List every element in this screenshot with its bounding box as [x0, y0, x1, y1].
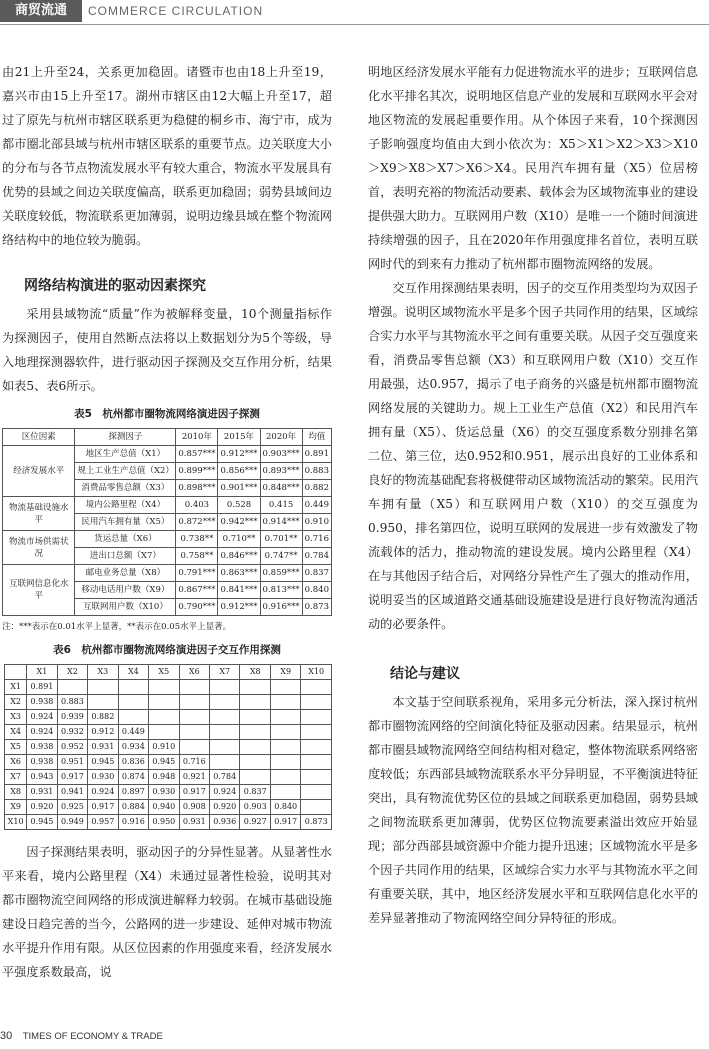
table6-row-label: X4 — [5, 725, 27, 740]
table6-value-cell: 0.840 — [270, 800, 300, 815]
table-row — [5, 740, 332, 755]
table5-caption: 表5 杭州都市圈物流网络演进因子探测 — [74, 408, 260, 420]
table-row — [5, 755, 332, 770]
table6-empty-cell — [270, 710, 300, 725]
table5-value-cell: 0.784 — [302, 548, 331, 565]
table5-value-cell: 0.701** — [260, 531, 302, 548]
table6-empty-cell — [210, 755, 240, 770]
table6-empty-cell — [301, 680, 332, 695]
table6-value-cell: 0.940 — [149, 800, 179, 815]
table6-value-cell: 0.924 — [27, 710, 57, 725]
table6-empty-cell — [240, 770, 270, 785]
table5-header-cell: 区位因素 — [3, 429, 75, 446]
table-row — [5, 695, 332, 710]
table6-value-cell: 0.836 — [118, 755, 148, 770]
table6-value-cell: 0.950 — [149, 815, 179, 830]
table6-empty-cell — [149, 695, 179, 710]
table6-value-cell: 0.927 — [240, 815, 270, 830]
table6-empty-cell — [179, 710, 209, 725]
table6-value-cell: 0.891 — [27, 680, 57, 695]
table6-empty-cell — [301, 755, 332, 770]
table6-value-cell: 0.449 — [118, 725, 148, 740]
table6-empty-cell — [301, 725, 332, 740]
page-footer — [0, 1030, 163, 1048]
table6-value-cell: 0.882 — [88, 710, 118, 725]
table6-value-cell: 0.931 — [27, 785, 57, 800]
table6-empty-cell — [270, 725, 300, 740]
page-number: 30 — [0, 1030, 13, 1042]
table6-value-cell: 0.943 — [27, 770, 57, 785]
table6-empty-cell — [210, 710, 240, 725]
table6-empty-cell — [118, 680, 148, 695]
header-section-label: 商贸流通 — [0, 0, 82, 22]
left-column — [2, 60, 332, 984]
table5-value-cell: 0.882 — [302, 480, 331, 497]
table6-header-cell: X7 — [210, 665, 240, 680]
table5-value-cell: 0.791*** — [176, 565, 218, 582]
table5-value-cell: 0.912*** — [218, 599, 260, 616]
table6-empty-cell — [240, 710, 270, 725]
table5-group-cell: 物流市场供需状况 — [3, 531, 75, 565]
table5-group-cell: 物流基础设施水平 — [3, 497, 75, 531]
table5-value-cell: 0.837 — [302, 565, 331, 582]
table6-empty-cell — [301, 785, 332, 800]
paragraph: 采用县域物流“质量”作为被解释变量，10个测量指标作为探测因子，使用自然断点法将以上数据划分为5个等级，导入地理探测器软件，进行驱动因子探测及交互作用分析，结果如表5、表6所示。 — [2, 307, 332, 393]
table6-empty-cell — [270, 680, 300, 695]
table6-empty-cell — [240, 695, 270, 710]
table-row — [5, 770, 332, 785]
table6-header-cell: X2 — [57, 665, 87, 680]
table6-header-cell: X8 — [240, 665, 270, 680]
table5-factor-cell: 地区生产总值（X1） — [75, 446, 176, 463]
table5-header-cell: 均值 — [302, 429, 331, 446]
table5-value-cell: 0.840 — [302, 582, 331, 599]
table6-empty-cell — [118, 710, 148, 725]
table6-value-cell: 0.931 — [179, 815, 209, 830]
table6-value-cell: 0.924 — [210, 785, 240, 800]
table6-value-cell: 0.874 — [118, 770, 148, 785]
table-row — [3, 565, 332, 582]
table6-row-label: X9 — [5, 800, 27, 815]
section-heading: 结论与建议 — [390, 666, 460, 682]
table6-value-cell: 0.784 — [210, 770, 240, 785]
table5-factor-cell: 货运总量（X6） — [75, 531, 176, 548]
table6-empty-cell — [118, 695, 148, 710]
table6-empty-cell — [179, 680, 209, 695]
table6-header-cell: X10 — [301, 665, 332, 680]
table5-value-cell: 0.942*** — [218, 514, 260, 531]
table6-value-cell: 0.884 — [118, 800, 148, 815]
table5-header-cell: 2020年 — [260, 429, 302, 446]
table6-row-label: X10 — [5, 815, 27, 830]
table6-empty-cell — [301, 740, 332, 755]
table6-value-cell: 0.945 — [27, 815, 57, 830]
table5-header-cell: 2010年 — [176, 429, 218, 446]
table5-factor-cell: 邮电业务总量（X8） — [75, 565, 176, 582]
table6-row-label: X6 — [5, 755, 27, 770]
table5-value-cell: 0.528 — [218, 497, 260, 514]
table5-value-cell: 0.899*** — [176, 463, 218, 480]
table6-empty-cell — [179, 695, 209, 710]
table6-empty-cell — [179, 740, 209, 755]
table5-value-cell: 0.738** — [176, 531, 218, 548]
table5-factor-cell: 规上工业生产总值（X2） — [75, 463, 176, 480]
table5-value-cell: 0.859*** — [260, 565, 302, 582]
table6-empty-cell — [301, 695, 332, 710]
table-row — [5, 785, 332, 800]
table6-value-cell: 0.917 — [270, 815, 300, 830]
table-row — [5, 710, 332, 725]
table5-group-cell: 经济发展水平 — [3, 446, 75, 497]
table6-empty-cell — [210, 695, 240, 710]
table5-value-cell: 0.867*** — [176, 582, 218, 599]
table6-empty-cell — [240, 725, 270, 740]
table6-value-cell: 0.934 — [118, 740, 148, 755]
table6-header-cell: X9 — [270, 665, 300, 680]
table5-value-cell: 0.891 — [302, 446, 331, 463]
table6-row-label: X5 — [5, 740, 27, 755]
table6-value-cell: 0.936 — [210, 815, 240, 830]
table-row — [5, 680, 332, 695]
table6-row-label: X1 — [5, 680, 27, 695]
table6-empty-cell — [179, 725, 209, 740]
table6-row-label: X3 — [5, 710, 27, 725]
header-english-label: COMMERCE CIRCULATION — [88, 4, 264, 18]
table5-header-cell: 探测因子 — [75, 429, 176, 446]
table5-factor-cell: 进出口总额（X7） — [75, 548, 176, 565]
table6-value-cell: 0.957 — [88, 815, 118, 830]
paragraph: 本文基于空间联系视角，采用多元分析法，深入探讨杭州都市圈物流网络的空间演化特征及驱动因素。结果显示，杭州都市圈县域物流网络空间结构相对稳定，整体物流联系网络密度较低；东西部县域物流联系水平分异明显，不平衡演进特征突出，具有物流优势区位的县域之间联系更加稳固，弱势县域之间物流联系更加薄弱，优势区位物流要素溢出效应开始显现；部分西部县域资源中介能力提升迅速；区域物流水平是多个因子共同作用的结果，区域综合实力水平与其物流水平之间有重要关联，其中，地区经济发展水平和互联网信息化水平的差异显著推动了物流网络空间分异特征的形成。 — [368, 695, 698, 925]
table6-value-cell: 0.912 — [88, 725, 118, 740]
table6-row-label: X8 — [5, 785, 27, 800]
table-row — [3, 446, 332, 463]
table6-empty-cell — [270, 740, 300, 755]
table5-factor-cell: 互联网用户数（X10） — [75, 599, 176, 616]
table6-corner-cell — [5, 665, 27, 680]
table5-value-cell: 0.403 — [176, 497, 218, 514]
table5-factor-cell: 移动电话用户数（X9） — [75, 582, 176, 599]
table6-empty-cell — [210, 740, 240, 755]
table6-value-cell: 0.716 — [179, 755, 209, 770]
table6-caption: 表6 杭州都市圈物流网络演进因子交互作用探测 — [53, 644, 281, 656]
table6-value-cell: 0.949 — [57, 815, 87, 830]
paragraph: 因子探测结果表明，驱动因子的分异性显著。从显著性水平来看，境内公路里程（X4）未通过显著性检验，说明其对都市圈物流空间网络的形成演进解释力较弱。在城市基础设施建设日趋完善的当今，公路网的进一步建设、延伸对城市物流水平提升作用有限。从区位因素的作用强度来看，经济发展水平强度系数最高，说 — [2, 845, 332, 979]
table6-value-cell: 0.941 — [57, 785, 87, 800]
table-row — [5, 725, 332, 740]
table6-empty-cell — [88, 695, 118, 710]
table6-empty-cell — [301, 800, 332, 815]
table5-value-cell: 0.846*** — [218, 548, 260, 565]
table5-header-cell: 2015年 — [218, 429, 260, 446]
table-row — [3, 531, 332, 548]
table5-value-cell: 0.857*** — [176, 446, 218, 463]
header-divider — [0, 24, 709, 25]
table6-value-cell: 0.930 — [88, 770, 118, 785]
table5-value-cell: 0.910 — [302, 514, 331, 531]
table6-value-cell: 0.924 — [27, 725, 57, 740]
table6-value-cell: 0.938 — [27, 740, 57, 755]
table6-empty-cell — [301, 710, 332, 725]
table5-value-cell: 0.914*** — [260, 514, 302, 531]
table6-value-cell: 0.908 — [179, 800, 209, 815]
table6-row-label: X7 — [5, 770, 27, 785]
table6-empty-cell — [149, 680, 179, 695]
table5-value-cell: 0.898*** — [176, 480, 218, 497]
table5-value-cell: 0.893*** — [260, 463, 302, 480]
table5-value-cell: 0.716 — [302, 531, 331, 548]
table6-empty-cell — [210, 680, 240, 695]
table5-value-cell: 0.912*** — [218, 446, 260, 463]
paragraph: 交互作用探测结果表明，因子的交互作用类型均为双因子增强。说明区域物流水平是多个因子共同作用的结果，区域综合实力水平与其物流水平之间有重要关联。从因子交互强度来看，消费品零售总额（X3）和互联网用户数（X10）交互作用最强，达0.957，揭示了电子商务的兴盛是杭州都市圈物流网络发展的关键助力。规上工业生产总值（X2）和民用汽车拥有量（X5）、货运总量（X6）的交互强度系数分别排名第二位、第三位，达0.952和0.951，展示出良好的工业体系和良好的物流基础配套将极健带动区域物流活动的繁荣。民用汽车拥有量（X5）和互联网用户数（X10）的交互强度为0.950，排名第四位，说明互联网的发展进一步有效激发了物流载体的活力，推动物流的建设发展。境内公路里程（X4）在与其他因子结合后，对网络分异性产生了强大的推动作用，说明妥当的区域道路交通基础设施建设是进行良好物流沟通活动的必要条件。 — [368, 281, 698, 631]
table5-value-cell: 0.790*** — [176, 599, 218, 616]
table5-factor-cell: 境内公路里程（X4） — [75, 497, 176, 514]
table6-value-cell: 0.903 — [240, 800, 270, 815]
table6-empty-cell — [270, 785, 300, 800]
table5-note: 注：***表示在0.01水平上显著，**表示在0.05水平上显著。 — [2, 622, 232, 632]
table5-value-cell: 0.873 — [302, 599, 331, 616]
table5-group-cell: 互联网信息化水平 — [3, 565, 75, 616]
table6-empty-cell — [149, 725, 179, 740]
table6-value-cell: 0.917 — [179, 785, 209, 800]
table5-value-cell: 0.710** — [218, 531, 260, 548]
table5-value-cell: 0.901*** — [218, 480, 260, 497]
table6-empty-cell — [270, 695, 300, 710]
table6-value-cell: 0.897 — [118, 785, 148, 800]
table6-value-cell: 0.931 — [88, 740, 118, 755]
table5-value-cell: 0.883 — [302, 463, 331, 480]
table5-value-cell: 0.758** — [176, 548, 218, 565]
table6-value-cell: 0.837 — [240, 785, 270, 800]
table5-header-row — [3, 429, 332, 446]
table5-value-cell: 0.813*** — [260, 582, 302, 599]
table-row — [5, 815, 332, 830]
table6-value-cell: 0.945 — [88, 755, 118, 770]
table6-header-cell: X4 — [118, 665, 148, 680]
table6-header-cell: X5 — [149, 665, 179, 680]
table5-value-cell: 0.856*** — [218, 463, 260, 480]
table6-value-cell: 0.917 — [57, 770, 87, 785]
table6-value-cell: 0.924 — [88, 785, 118, 800]
table6-header-cell: X3 — [88, 665, 118, 680]
table6-value-cell: 0.921 — [179, 770, 209, 785]
table6-header-cell: X1 — [27, 665, 57, 680]
table6 — [4, 664, 332, 830]
table-row — [3, 497, 332, 514]
paragraph: 由21上升至24，关系更加稳固。诸暨市也由18上升至19，嘉兴市由15上升至17。湖州市辖区由12大幅上升至17，超过了原先与杭州市辖区联系更为稳健的桐乡市、海宁市，成为都市圈北部县域与杭州市辖区联系的重要节点。边关联度大小的分布与各节点物流发展水平有较大重合，物流水平发展具有优势的县域之间边关联度偏高，联系更加稳固；弱势县域间边关联度较低，物流联系更加薄弱，说明边缘县域在整个物流网络结构中的地位较为脆弱。 — [2, 65, 332, 247]
table6-empty-cell — [240, 740, 270, 755]
section-heading: 网络结构演进的驱动因素探究 — [24, 278, 206, 294]
table5-value-cell: 0.449 — [302, 497, 331, 514]
table6-empty-cell — [240, 755, 270, 770]
table6-value-cell: 0.938 — [27, 755, 57, 770]
table5-value-cell: 0.916*** — [260, 599, 302, 616]
table5 — [2, 428, 332, 616]
table6-value-cell: 0.952 — [57, 740, 87, 755]
table6-value-cell: 0.939 — [57, 710, 87, 725]
table6-value-cell: 0.948 — [149, 770, 179, 785]
table6-value-cell: 0.932 — [57, 725, 87, 740]
table6-value-cell: 0.951 — [57, 755, 87, 770]
table5-value-cell: 0.863*** — [218, 565, 260, 582]
table6-header-row — [5, 665, 332, 680]
table6-value-cell: 0.945 — [149, 755, 179, 770]
table5-value-cell: 0.903*** — [260, 446, 302, 463]
table5-value-cell: 0.841*** — [218, 582, 260, 599]
table6-value-cell: 0.917 — [88, 800, 118, 815]
table6-empty-cell — [88, 680, 118, 695]
table6-value-cell: 0.910 — [149, 740, 179, 755]
table-row — [5, 800, 332, 815]
table6-empty-cell — [270, 755, 300, 770]
table5-value-cell: 0.848*** — [260, 480, 302, 497]
table6-empty-cell — [57, 680, 87, 695]
table6-value-cell: 0.920 — [210, 800, 240, 815]
table6-header-cell: X6 — [179, 665, 209, 680]
table5-value-cell: 0.415 — [260, 497, 302, 514]
table6-empty-cell — [240, 680, 270, 695]
table6-row-label: X2 — [5, 695, 27, 710]
table6-value-cell: 0.920 — [27, 800, 57, 815]
table5-factor-cell: 消费品零售总额（X3） — [75, 480, 176, 497]
table5-factor-cell: 民用汽车拥有量（X5） — [75, 514, 176, 531]
table6-value-cell: 0.925 — [57, 800, 87, 815]
table6-value-cell: 0.930 — [149, 785, 179, 800]
table6-empty-cell — [149, 710, 179, 725]
table6-empty-cell — [210, 725, 240, 740]
table5-value-cell: 0.872*** — [176, 514, 218, 531]
journal-name: TIMES OF ECONOMY & TRADE — [22, 1031, 163, 1042]
table6-value-cell: 0.883 — [57, 695, 87, 710]
table6-value-cell: 0.873 — [301, 815, 332, 830]
table6-value-cell: 0.938 — [27, 695, 57, 710]
table5-value-cell: 0.747** — [260, 548, 302, 565]
right-column — [368, 60, 698, 930]
table6-value-cell: 0.916 — [118, 815, 148, 830]
table6-empty-cell — [270, 770, 300, 785]
paragraph: 明地区经济发展水平能有力促进物流水平的进步；互联网信息化水平排名其次，说明地区信息产业的发展和互联网水平会对地区物流的发展起重要作用。从个体因子来看，10个探测因子影响强度均值由大到小依次为：X5＞X1＞X2＞X3＞X10＞X9＞X8＞X7＞X6＞X4。民用汽车拥有量（X5）位居榜首，表明充裕的物流活动要素、载体会为区域物流事业的建设提供强大助力。互联网用户数（X10）是唯一一个随时间演进持续增强的因子，且在2020年作用强度排名首位，表明互联网时代的到来有力推动了杭州都市圈物流网络的发展。 — [368, 65, 698, 271]
table6-empty-cell — [301, 770, 332, 785]
